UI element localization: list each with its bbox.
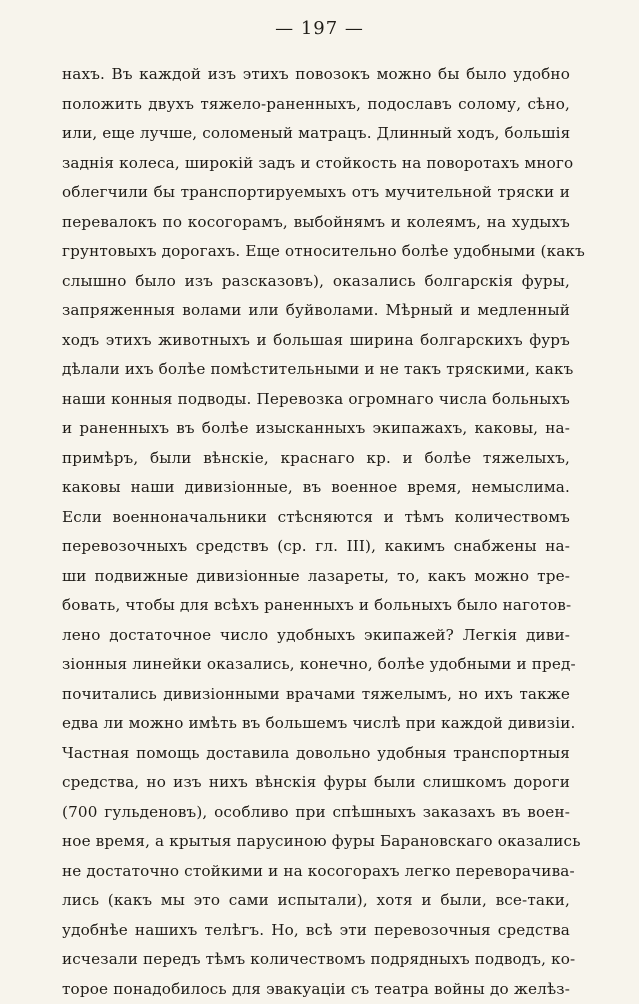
text-line: примѣръ, были вѣнскіе, краснаго кр. и болѣе тяжелыхъ, (62, 444, 570, 474)
text-line: слышно было изъ разсказовъ), оказались болгарскія фуры, (62, 267, 570, 297)
text-line: ное время, а крытыя парусиною фуры Барановскаго оказались (62, 827, 570, 857)
text-line: перевалокъ по косогорамъ, выбойнямъ и колеямъ, на худыхъ (62, 208, 570, 238)
text-line: грунтовыхъ дорогахъ. Еще относительно болѣе удобными (какъ (62, 237, 570, 267)
text-line: не достаточно стойкими и на косогорахъ легко переворачива- (62, 857, 570, 887)
text-line: и раненныхъ въ болѣе изысканныхъ экипажахъ, каковы, на- (62, 414, 570, 444)
text-line: удобнѣе нашихъ телѣгъ. Но, всѣ эти перевозочныя средства (62, 916, 570, 946)
text-line: (700 гульденовъ), особливо при спѣшныхъ заказахъ въ воен- (62, 798, 570, 828)
text-line: нахъ. Въ каждой изъ этихъ повозокъ можно бы было удобно (62, 60, 570, 90)
text-line: Если военноначальники стѣсняются и тѣмъ количествомъ (62, 503, 570, 533)
text-line: лись (какъ мы это сами испытали), хотя и были, все-таки, (62, 886, 570, 916)
text-line: или, еще лучше, соломеный матрацъ. Длинный ходъ, большія (62, 119, 570, 149)
text-line: каковы наши дивизіонные, въ военное время, немыслима. (62, 473, 570, 503)
body-text (62, 60, 570, 1004)
text-line: исчезали передъ тѣмъ количествомъ подрядныхъ подводъ, ко- (62, 945, 570, 975)
text-line: лено достаточное число удобныхъ экипажей? Легкія диви- (62, 621, 570, 651)
text-line: едва ли можно имѣть въ большемъ числѣ при каждой дивизіи. (62, 709, 570, 739)
text-line: ши подвижные дивизіонные лазареты, то, какъ можно тре- (62, 562, 570, 592)
text-line: Частная помощь доставила довольно удобныя транспортныя (62, 739, 570, 769)
text-line: средства, но изъ нихъ вѣнскія фуры были слишкомъ дороги (62, 768, 570, 798)
text-line: бовать, чтобы для всѣхъ раненныхъ и больныхъ было наготов- (62, 591, 570, 621)
text-line: заднія колеса, широкій задъ и стойкость на поворотахъ много (62, 149, 570, 179)
text-line: торое понадобилось для эвакуаціи съ театра войны до желѣз- (62, 975, 570, 1004)
text-line: положить двухъ тяжело-раненныхъ, подославъ солому, сѣно, (62, 90, 570, 120)
page-number: — 197 — (0, 18, 639, 39)
text-line: перевозочныхъ средствъ (ср. гл. III), какимъ снабжены на- (62, 532, 570, 562)
text-line: наши конныя подводы. Перевозка огромнаго числа больныхъ (62, 385, 570, 415)
text-line: почитались дивизіонными врачами тяжелымъ, но ихъ также (62, 680, 570, 710)
text-line: дѣлали ихъ болѣе помѣстительными и не такъ тряскими, какъ (62, 355, 570, 385)
text-line: ходъ этихъ животныхъ и большая ширина болгарскихъ фуръ (62, 326, 570, 356)
text-line: запряженныя волами или буйволами. Мѣрный и медленный (62, 296, 570, 326)
text-line: облегчили бы транспортируемыхъ отъ мучительной тряски и (62, 178, 570, 208)
text-line: зіонныя линейки оказались, конечно, болѣе удобными и пред- (62, 650, 570, 680)
